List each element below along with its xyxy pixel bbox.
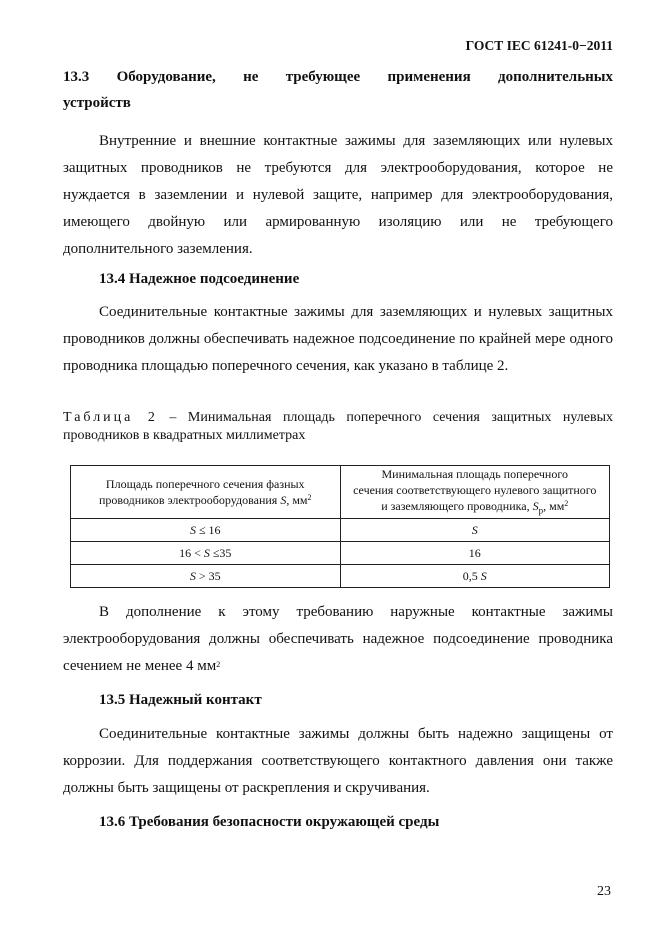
cell-var: S <box>471 522 478 537</box>
section-13-4-heading: 13.4 Надежное подсоединение <box>99 271 300 287</box>
section-13-4 <box>63 266 613 292</box>
table-cell-phase <box>71 565 341 588</box>
section-13-3-paragraph: Внутренние и внешние контактные зажимы для заземляющих или нулевых защитных проводников не требуются для электрооборудования, которое не нуждается в заземлении и нулевой защите, например для электрооборудования, имеющего двойную или армированную изоляцию или не требующего дополнительного заземления. <box>63 133 613 257</box>
header-1-sup: 2 <box>307 493 312 503</box>
section-13-3-body <box>63 128 613 263</box>
cell-text: 16 < <box>179 545 204 560</box>
header-2-unit: , мм <box>543 499 565 513</box>
header-2-line-a: Минимальная площадь поперечного <box>381 467 568 481</box>
section-13-5-paragraph: Соединительные контактные зажимы должны быть надежно защищены от коррозии. Для поддержания соответствующего контактного давления они также должны быть защищены от раскрепления и скручивания. <box>63 726 613 796</box>
header-1-line-b: проводников электрооборудования <box>99 493 281 508</box>
section-13-3 <box>63 64 613 116</box>
addition-paragraph <box>63 599 613 680</box>
section-13-6-number: 13.6 <box>99 814 126 830</box>
table-cell-phase <box>71 542 341 565</box>
section-13-6-heading <box>63 809 613 835</box>
table-cell-protective <box>340 519 610 542</box>
header-2-line-c: и заземляющего проводника, <box>381 499 533 513</box>
table-header-cell-2 <box>340 466 610 519</box>
section-13-6 <box>63 809 613 835</box>
table-2-caption <box>63 409 613 445</box>
section-13-5-heading: 13.5 Надежный контакт <box>99 692 262 708</box>
table-header-cell-1 <box>71 466 341 519</box>
cell-text: ≤ 16 <box>195 522 221 537</box>
header-1-line-a: Площадь поперечного сечения фазных <box>105 477 305 492</box>
section-13-3-heading-line1: 13.3 Оборудование, не требующее применения дополнительных <box>63 69 613 85</box>
table-cell-phase <box>71 519 341 542</box>
table-header-row <box>71 466 610 519</box>
addition-sup: 2 <box>216 660 221 669</box>
cell-var: S <box>189 522 196 537</box>
cell-text: 0,5 <box>462 568 481 583</box>
section-13-6-title: Требования безопасности окружающей среды <box>125 814 440 830</box>
cell-var: S <box>480 568 487 583</box>
addition-body <box>63 599 613 680</box>
table-cell-protective <box>340 542 610 565</box>
cell-text: ≤35 <box>209 545 232 560</box>
table-row <box>71 542 610 565</box>
addition-text: В дополнение к этому требованию наружные контактные зажимы электрооборудования должны обеспечивать надежное подсоединение проводника сечением не менее 4 мм <box>63 604 613 674</box>
header-2-sub: p <box>538 505 544 516</box>
header-2-sup: 2 <box>564 499 569 508</box>
table-2 <box>70 465 610 588</box>
cell-text: 16 <box>468 545 481 560</box>
section-13-5 <box>63 687 613 713</box>
header-1-var: S <box>280 493 287 508</box>
table-2-caption-text: – Минимальная площадь поперечного сечения защитных нулевых проводников в квадратных миллиметрах <box>63 410 613 443</box>
cell-var: S <box>203 545 210 560</box>
header-2-var: S <box>532 499 539 513</box>
table-row <box>71 519 610 542</box>
section-13-3-heading-line2: устройств <box>63 95 131 111</box>
table-row <box>71 565 610 588</box>
section-13-5-body <box>63 721 613 802</box>
cell-var: S <box>189 568 196 583</box>
standard-header: ГОСТ IEC 61241-0−2011 <box>465 38 613 53</box>
header-2-line-b: сечения соответствующего нулевого защитного <box>353 483 597 497</box>
table-cell-protective <box>340 565 610 588</box>
section-13-4-paragraph: Соединительные контактные зажимы для заземляющих и нулевых защитных проводников должны обеспечивать надежное подсоединение по крайней мере одного проводника площадью поперечного сечения, как указано в таблице 2. <box>63 304 613 374</box>
section-13-4-body <box>63 299 613 380</box>
cell-text: > 35 <box>195 568 221 583</box>
header-1-unit: , мм <box>286 493 308 508</box>
page-number: 23 <box>597 884 611 899</box>
table-2-caption-label: Таблица 2 <box>63 410 158 425</box>
